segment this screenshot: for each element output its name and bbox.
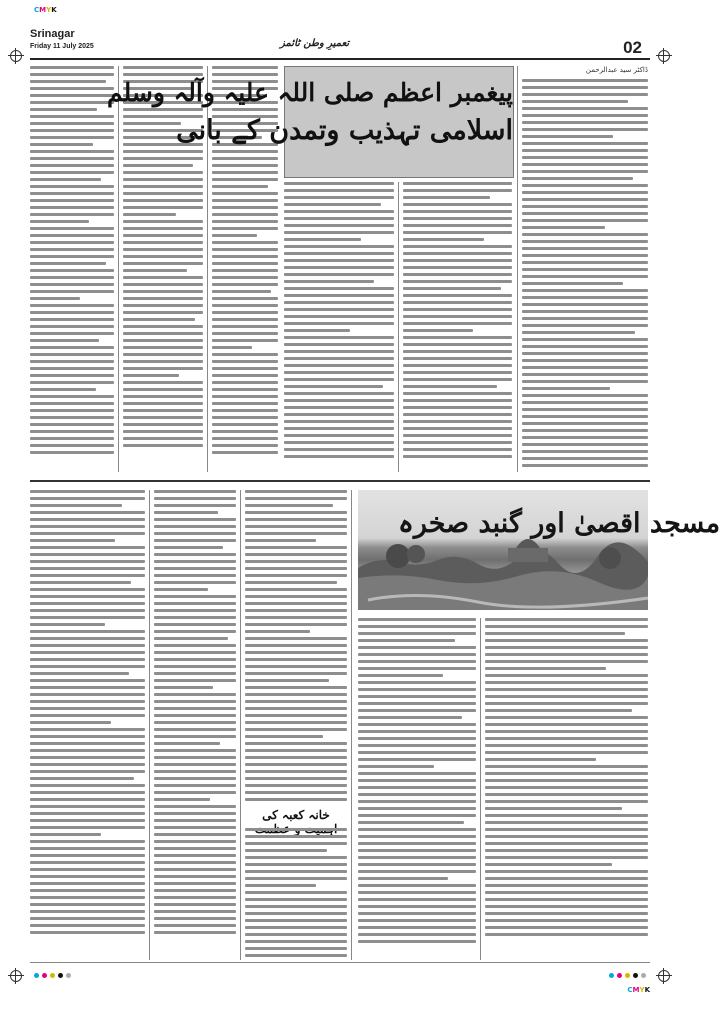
column-rule [118,66,119,472]
bottom-column-2 [154,490,236,960]
bottom-column-5 [485,618,648,960]
page-number: 02 [623,38,642,57]
article-title-line-1: پیغمبر اعظم صلی اللہ علیہ وآلہ وسلم [106,78,513,107]
color-bar-right [609,973,646,978]
cmyk-mark-bottom: CMYK [627,986,650,994]
registration-mark-bottom-right [658,970,670,982]
color-bar-left [34,973,71,978]
photo-headline: مسجد اقصیٰ اور گنبد صخرہ [398,508,720,539]
bottom-column-3-continued [245,828,347,960]
top-column-5 [403,182,512,472]
column-rule [480,618,481,960]
article-title-box [106,66,514,178]
article-byline: ڈاکٹر سید عبدالرحمن [585,66,648,74]
bottom-column-1 [30,490,145,960]
subheading: خانہ کعبہ کی [262,808,330,822]
column-rule [351,490,352,960]
top-column-4 [284,182,394,472]
section-divider [30,480,650,482]
column-rule [517,66,518,472]
registration-mark-top-left [10,50,22,62]
masthead: تعمیرِ وطن ٹائمز [280,38,350,49]
header-rule [30,58,650,60]
registration-mark-top-right [658,50,670,62]
column-rule [240,490,241,960]
top-column-1 [30,66,114,472]
dateline-city: Srinagar [30,28,75,40]
footer-rule [30,962,650,963]
bottom-column-4 [358,618,476,960]
column-rule [149,490,150,960]
column-rule [398,182,399,472]
dateline-date: Friday 11 July 2025 [30,43,94,50]
masjid-photo [358,490,720,610]
article-title-line-2: اسلامی تہذیب وتمدن کے بانی [176,115,513,146]
registration-mark-bottom-left [10,970,22,982]
cmyk-mark-top: CMYK [34,6,57,14]
top-column-6 [522,66,648,472]
